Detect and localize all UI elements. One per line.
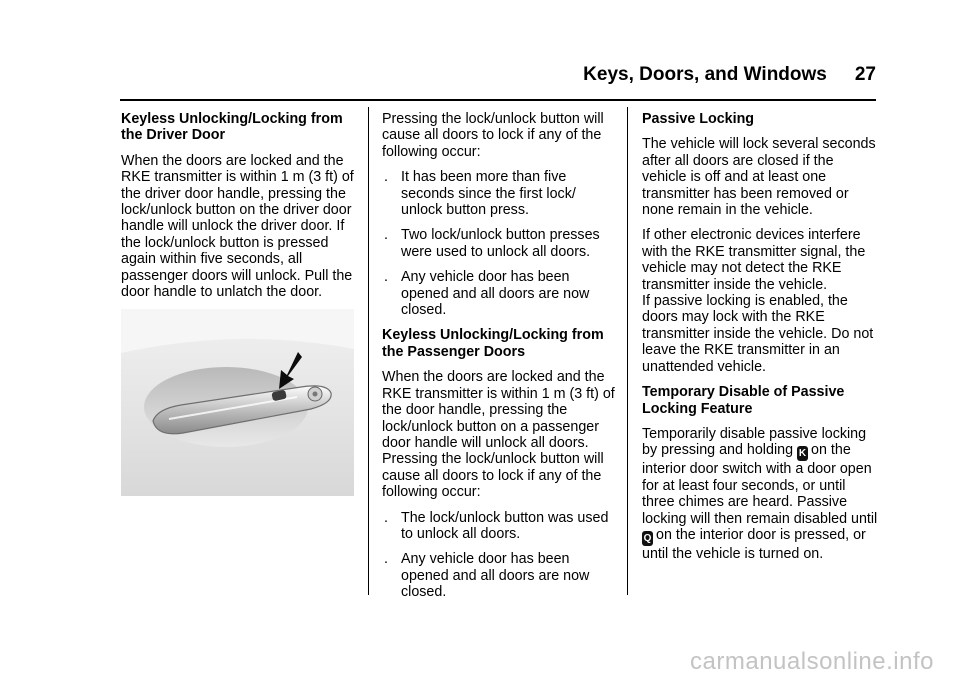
bullet-item: [382, 510, 620, 543]
bullet-item: [382, 227, 620, 260]
paragraph-passenger-door: When the doors are locked and the RKE transmitter is within 1 m (3 ft) of the door handle, pressing the lock/unlock button on a passenger door handle will unlock all doors. Pressing the lock/unlock button will cause all doors to lock if any of the following occur:: [382, 369, 615, 501]
section-title: Keys, Doors, and Windows: [583, 64, 827, 85]
paragraph-temporary-disable: [642, 426, 878, 562]
bullet-marker: .: [384, 169, 388, 186]
heading-passive-locking: Passive Locking: [642, 111, 755, 127]
heading-temporary-disable: Temporary Disable of Passive Locking Feature: [642, 384, 845, 417]
column-divider-2: [627, 107, 628, 595]
lock-symbol-icon: K: [798, 448, 807, 460]
bullet-marker: .: [384, 509, 388, 526]
bullet-marker: .: [384, 551, 388, 568]
door-handle-image: [121, 309, 354, 496]
unlock-symbol-icon: Q: [643, 532, 652, 544]
text-segment: on the interior door is pressed, or until the vehicle is turned on.: [642, 526, 866, 562]
bullet-text: It has been more than five seconds since the first lock/ unlock button press.: [401, 169, 576, 219]
heading-keyless-passenger: Keyless Unlocking/Locking from the Passenger Doors: [382, 327, 604, 360]
bullet-item: [382, 551, 620, 600]
text-segment: on the interior door switch with a door open for at least four seconds, or until three chimes are heard. Passive locking will then remain disabled until: [642, 442, 878, 527]
paragraph-passive-enabled: If passive locking is enabled, the doors may lock with the RKE transmitter inside the vehicle. Do not leave the RKE transmitter in an unattended vehicle.: [642, 293, 874, 375]
bullet-item: [382, 269, 620, 318]
watermark: [0, 648, 960, 676]
door-handle-illustration: [121, 309, 354, 496]
header-rule: [120, 99, 876, 101]
column-3: [642, 111, 878, 571]
paragraph-driver-door: When the doors are locked and the RKE transmitter is within 1 m (3 ft) of the driver door handle, pressing the lock/unlock button on the driver door handle will unlock the driver door. If the lock/unlock button is pressed again within five seconds, all passenger doors will unlock. Pull the door handle to unlatch the door.: [121, 152, 354, 301]
watermark-text: carmanualsonline.info: [690, 648, 934, 675]
paragraph-lock-conditions: Pressing the lock/unlock button will cause all doors to lock if any of the following occur:: [382, 111, 604, 160]
text-segment: Temporarily disable passive locking by pressing and holding: [642, 425, 867, 459]
paragraph-interference: If other electronic devices interfere with the RKE transmitter signal, the vehicle may not detect the RKE transmitter inside the vehicle.: [642, 227, 866, 293]
bullet-text: Two lock/unlock button presses were used to unlock all doors.: [401, 227, 600, 260]
paragraph-passive-locking: The vehicle will lock several seconds after all doors are closed if the vehicle is off and at least one transmitter has been removed or none remain in the vehicle.: [642, 136, 876, 219]
bullet-item: [382, 169, 620, 218]
column-2: [382, 111, 620, 610]
bullet-marker: .: [384, 269, 388, 286]
bullet-text: Any vehicle door has been opened and all doors are now closed.: [401, 551, 590, 601]
column-divider-1: [368, 107, 369, 595]
page-number: 27: [854, 64, 876, 85]
bullet-text: Any vehicle door has been opened and all doors are now closed.: [401, 269, 590, 319]
heading-keyless-driver: Keyless Unlocking/Locking from the Driver Door: [121, 111, 343, 144]
bullet-marker: .: [384, 227, 388, 244]
page-header: [0, 64, 876, 86]
column-1: [121, 111, 361, 309]
bullet-text: The lock/unlock button was used to unlock all doors.: [401, 509, 609, 542]
